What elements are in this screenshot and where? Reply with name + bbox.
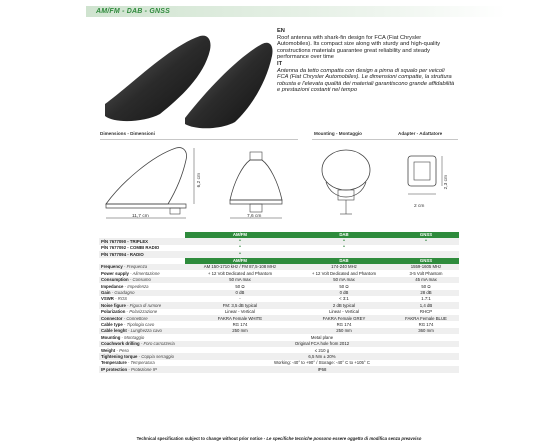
- spec-value: 174-240 MHz: [331, 264, 357, 270]
- spec-value: FAKRA Female GREY: [322, 315, 366, 321]
- mounting-drawing: [312, 142, 382, 222]
- spec-value: 1559-1605 MHz: [410, 264, 442, 270]
- spec-name-en: Frequency: [101, 264, 123, 270]
- part-number: P/N 7677092 - COMBI RADIO: [101, 245, 160, 251]
- spec-value: FM: 3,5 dB typical: [222, 302, 258, 308]
- product-title: AM/FM - DAB - GNSS: [96, 8, 170, 15]
- description-block: [277, 28, 457, 94]
- spec-name-en: Cable type: [101, 321, 123, 327]
- spec-name-en: Power supply: [101, 270, 129, 276]
- spec-value: FAKRA Female WHITE: [217, 315, 263, 321]
- spec-value: 2 dB typical: [332, 302, 356, 308]
- spec-name-en: Polarization: [101, 309, 126, 315]
- spec-value: Linear - Vertical: [329, 309, 359, 315]
- en-label: EN: [277, 28, 285, 34]
- footer-note: [99, 436, 459, 441]
- front-view-drawing: [220, 142, 300, 224]
- variant-cell: •: [239, 237, 241, 244]
- it-description: Antenna da tetto compatta con design a pinna di squalo per veicoli FCA (Fiat Chrysler Automobiles). Le dimensioni compatte, la struttura robusta e l'elevata qualità dei materiali garantiscono grande affidabilità e prestazioni costanti nel tempo: [277, 67, 455, 94]
- divider: [100, 139, 298, 140]
- spec-separator: -: [128, 277, 133, 283]
- spec-value: RG 174: [336, 321, 352, 327]
- dimensions-label: Dimensions - Dimensioni: [100, 131, 155, 136]
- spec-name-it: Foro carrozzeria: [143, 341, 175, 347]
- spec-value: RG 174: [418, 321, 434, 327]
- spec-value: 45 mA max: [415, 277, 437, 283]
- spec-value: 50 Ω: [421, 283, 431, 289]
- spec-value: 1.7:1: [421, 296, 431, 302]
- spec-value: 0 dB: [339, 290, 349, 295]
- spec-name-en: Noise figure: [101, 302, 126, 308]
- spec-value: AM 150-1710 kHz / FM 87,5-108 MHz: [203, 264, 277, 270]
- it-label: IT: [277, 60, 283, 67]
- length-dimension: 11,7 cm: [132, 214, 149, 219]
- spec-value: 0 dB: [235, 290, 245, 295]
- spec-value: 28 dB: [420, 290, 432, 295]
- spec-separator: -: [123, 283, 128, 289]
- spec-name-en: Consumption: [101, 277, 129, 283]
- spec-value: Linear - Vertical: [225, 309, 255, 315]
- spec-name-it: Guadagno: [114, 290, 135, 295]
- spec-name-en: VSWR: [101, 296, 114, 302]
- spec-value: 250 mm: [336, 328, 352, 334]
- spec-name-en: Tightening torque: [101, 353, 138, 359]
- spec-name-it: Temperatura: [130, 360, 155, 366]
- adapter-label: Adapter - Adattatore: [398, 131, 443, 136]
- variants-column-header: DAB: [295, 232, 393, 238]
- title-band: [86, 6, 506, 17]
- spec-table: [99, 232, 459, 373]
- spec-name-it: Connettore: [126, 315, 148, 321]
- spec-name-it: Montaggio: [124, 334, 145, 340]
- spec-separator: -: [110, 290, 115, 295]
- variants-column-header: AM/FM: [185, 232, 295, 238]
- spec-value: RG 174: [232, 321, 248, 327]
- spec-name: [99, 341, 185, 347]
- spec-value: ≤ 210 g: [314, 347, 330, 353]
- spec-value: 250 mm: [232, 328, 248, 334]
- spec-name-it: Polarizzazione: [129, 309, 158, 315]
- spec-value: IP68: [317, 366, 327, 372]
- spec-value: < 3:1: [339, 296, 349, 302]
- spec-name-en: Coachwork drilling: [101, 341, 140, 347]
- variant-cell: •: [425, 237, 427, 244]
- spec-separator: -: [115, 347, 120, 353]
- spec-separator: -: [137, 353, 142, 359]
- spec-name-it: Impedenza: [127, 283, 149, 289]
- spec-name: [99, 353, 185, 359]
- variant-cell: •: [239, 250, 241, 257]
- spec-name-it: Coppia serraggio: [141, 353, 175, 359]
- spec-separator: -: [113, 296, 118, 302]
- footer-it: Le specifiche tecniche possono essere oggetto di modifica senza preavviso: [266, 436, 422, 441]
- spec-name-it: Lunghezza cavo: [130, 328, 162, 334]
- divider: [312, 139, 458, 140]
- specs-column-header: AM/FM: [185, 258, 295, 264]
- spec-name-it: Tipologia cavo: [126, 321, 155, 327]
- height-dimension: 6,2 cm: [197, 173, 202, 188]
- spec-separator: -: [127, 366, 132, 372]
- spec-value: + 12 Volt Dedicated and Phantom: [207, 270, 273, 276]
- spec-value: 3-5 Volt Phantom: [409, 270, 443, 276]
- adapter-drawing: [400, 150, 450, 206]
- en-description: Roof antenna with shark-fin design for FCA (Fiat Chrysler Automobiles). Its compact size along with sturdy and high-quality constructions materials guarantee great reliability and steady performance over time: [277, 34, 441, 61]
- spec-separator: -: [139, 341, 144, 347]
- spec-name-it: ROS: [117, 296, 128, 302]
- spec-name-en: Temperature: [101, 360, 127, 366]
- spec-separator: -: [122, 315, 127, 321]
- spec-separator: -: [120, 334, 125, 340]
- spec-value: 6,5 Nm ± 20%: [308, 353, 336, 359]
- spec-value: 50 mA max: [229, 277, 251, 283]
- spec-name-it: Protezione IP: [131, 366, 157, 372]
- spec-value: -: [239, 296, 241, 302]
- spec-value: FAKRA Female BLUE: [405, 315, 447, 321]
- product-photo: [100, 26, 275, 132]
- variant-cell: •: [343, 244, 345, 251]
- part-number: P/N 7677094 - RADIO: [101, 251, 144, 257]
- spec-separator: -: [122, 321, 127, 327]
- spec-name-en: Connector: [101, 315, 123, 321]
- spec-separator: -: [122, 264, 127, 270]
- variant-cell: •: [239, 244, 241, 251]
- spec-value: Metal plane: [310, 334, 334, 340]
- spec-name-it: Figura di rumore: [129, 302, 162, 308]
- part-number: P/N 7677090 - TRIPLEX: [101, 238, 149, 244]
- adapter-width-dimension: 2 cm: [414, 204, 425, 209]
- spec-value: Original FCA hole from 2012: [294, 341, 350, 347]
- spec-row: [99, 366, 459, 372]
- spec-separator: -: [128, 270, 133, 276]
- spec-separator: -: [125, 309, 130, 315]
- variants-column-header: GNSS: [393, 232, 459, 238]
- spec-name-it: Peso: [119, 347, 129, 353]
- spec-value: 50 Ω: [235, 283, 245, 289]
- spec-name-en: IP protection: [101, 366, 128, 372]
- footer-en: Technical specification subject to change without prior notice -: [136, 436, 267, 441]
- specs-column-header: GNSS: [393, 258, 459, 264]
- specs-column-header: DAB: [295, 258, 393, 264]
- spec-value: 50 Ω: [339, 283, 349, 289]
- side-profile-drawing: [102, 142, 210, 224]
- spec-value: Working: -40° to +90° / Storage: -40° C to +105° C: [274, 360, 370, 366]
- spec-value: 360 mm: [418, 328, 434, 334]
- spec-name: [99, 366, 185, 372]
- spec-name-en: Gain: [101, 290, 111, 295]
- spec-name-en: Mounting: [101, 334, 121, 340]
- spec-value: 50 mA max: [333, 277, 355, 283]
- mounting-label: Mounting - Montaggio: [314, 131, 362, 136]
- spec-name-it: Frequenza: [126, 264, 148, 270]
- spec-value: + 12 Volt Dedicated and Phantom: [311, 270, 377, 276]
- spec-name-en: Weight: [101, 347, 116, 353]
- spec-value: RHCP: [419, 309, 433, 315]
- spec-name-it: Alimentazione: [132, 270, 160, 276]
- spec-name-it: Consumo: [132, 277, 151, 283]
- spec-separator: -: [126, 328, 131, 334]
- spec-value: 1,4 dB: [419, 302, 433, 308]
- spec-separator: -: [126, 360, 131, 366]
- spec-name-en: Impedance: [101, 283, 124, 289]
- spec-name-en: Cable lenght: [101, 328, 127, 334]
- variant-cell: •: [343, 237, 345, 244]
- spec-separator: -: [125, 302, 130, 308]
- adapter-height-dimension: 2,3 cm: [444, 175, 449, 190]
- width-dimension: 7,6 cm: [247, 214, 262, 219]
